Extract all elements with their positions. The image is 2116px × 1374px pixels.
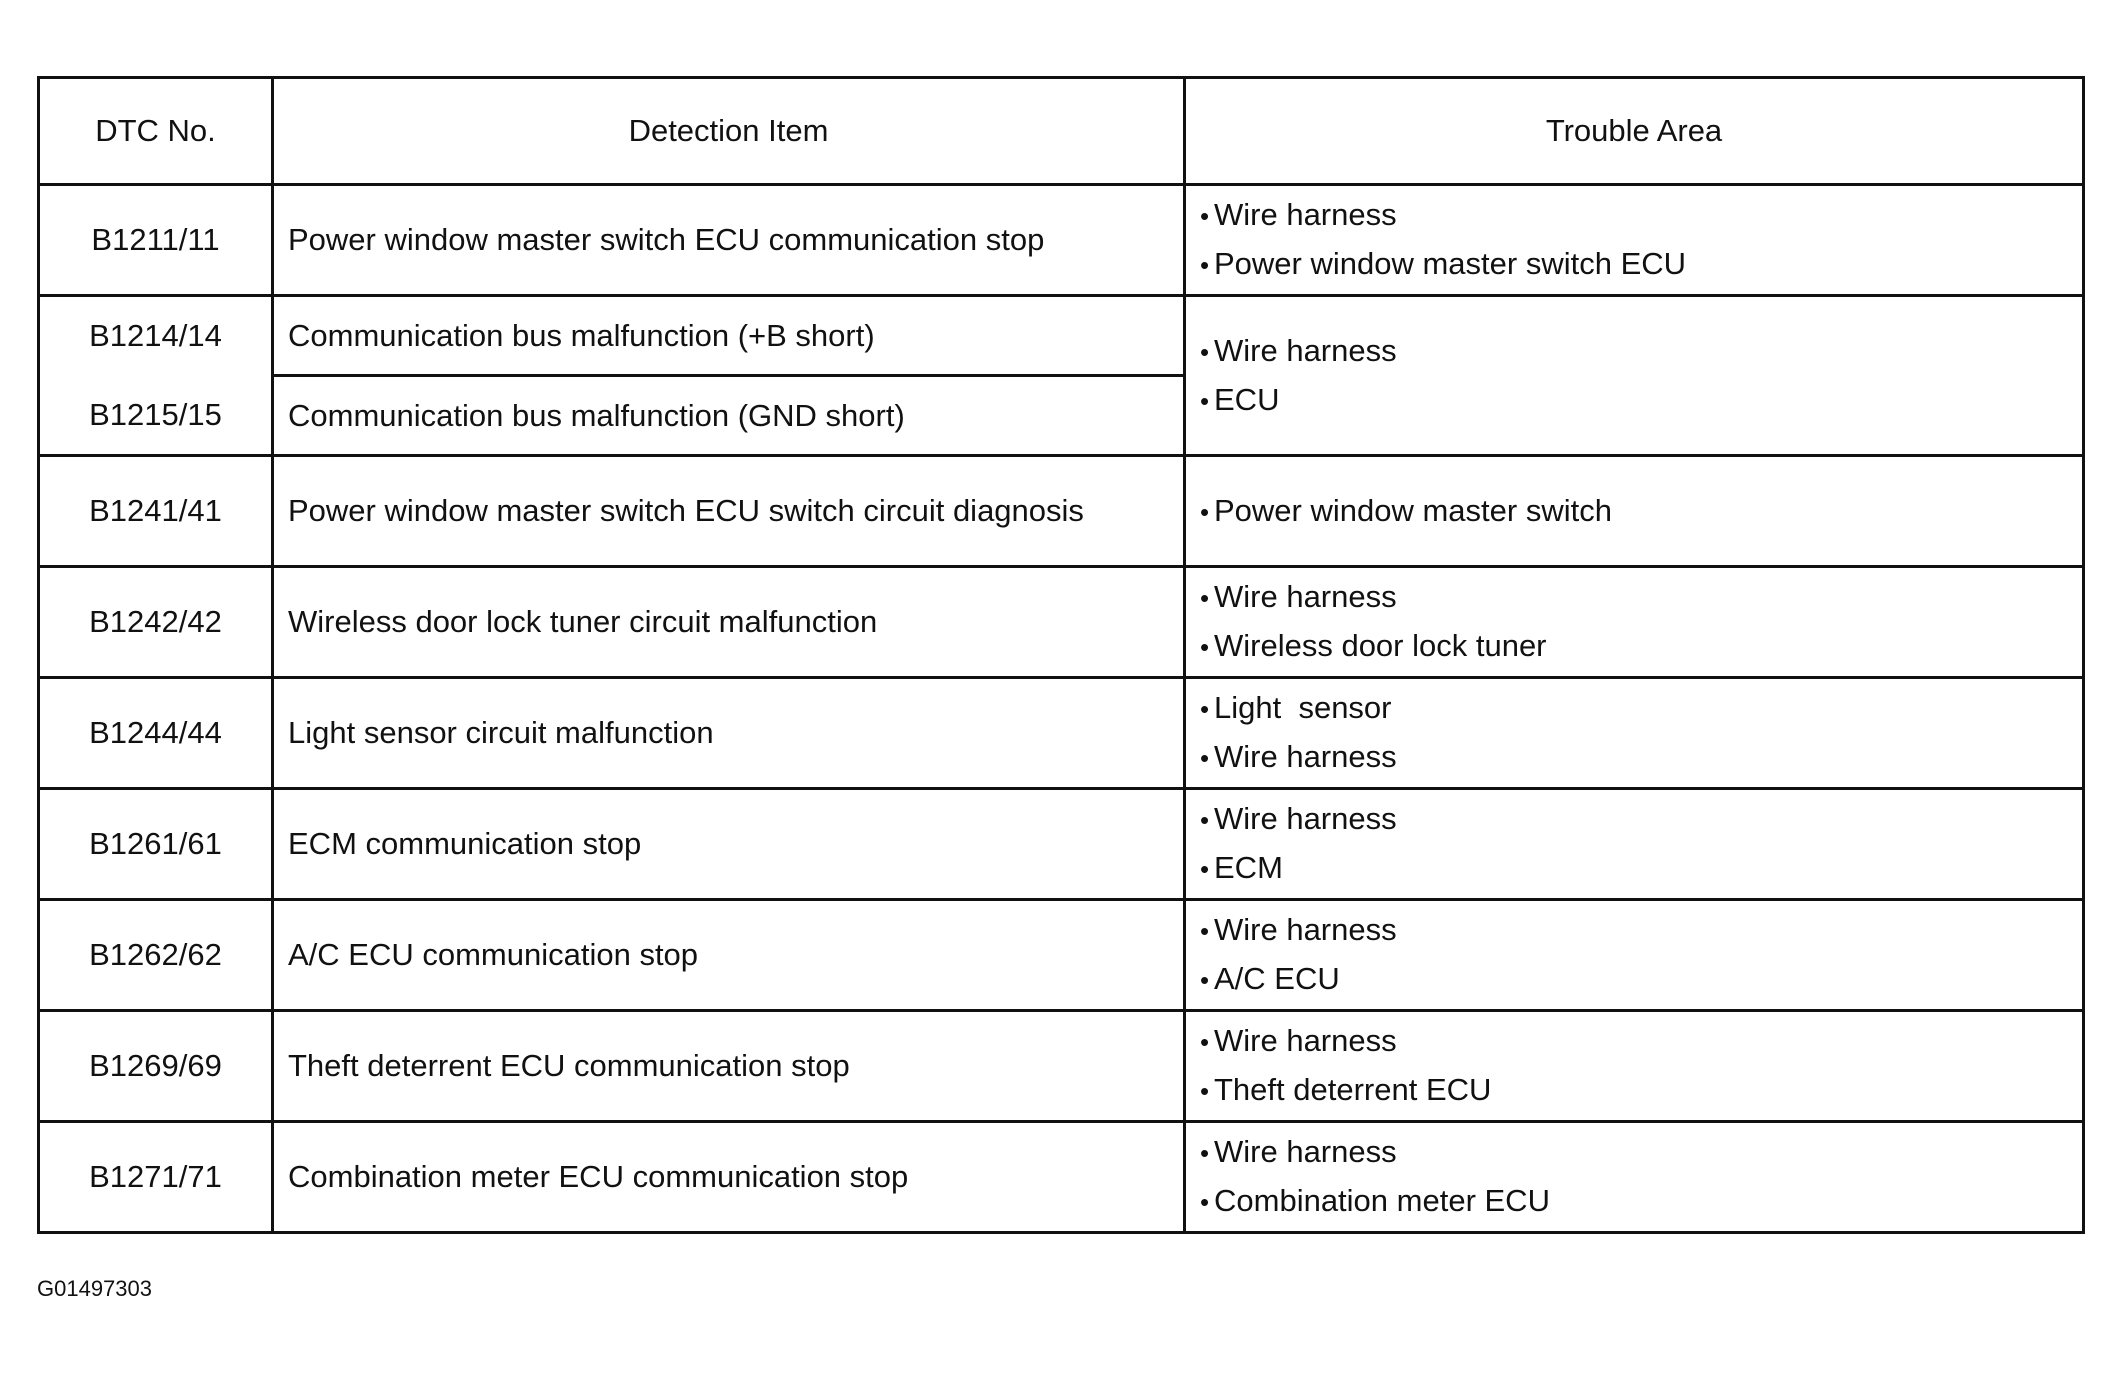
bullet-icon: • bbox=[1200, 385, 1210, 416]
dtc-code: B1211/11 bbox=[39, 185, 273, 296]
dtc-code: B1214/14 bbox=[39, 296, 273, 376]
detection-item: Wireless door lock tuner circuit malfunction bbox=[273, 567, 1185, 678]
header-row bbox=[39, 78, 2084, 185]
bullet-icon: • bbox=[1200, 743, 1210, 773]
trouble-area-item: • Wire harness bbox=[1200, 1128, 2082, 1177]
trouble-area bbox=[1185, 1011, 2084, 1122]
dtc-code: B1242/42 bbox=[39, 567, 273, 678]
detection-item: ECM communication stop bbox=[273, 789, 1185, 900]
trouble-area-item: • Wire harness bbox=[1200, 1017, 2082, 1066]
dtc-code: B1241/41 bbox=[39, 456, 273, 567]
trouble-area-item: • Combination meter ECU bbox=[1200, 1177, 2082, 1226]
detection-item: Light sensor circuit malfunction bbox=[273, 678, 1185, 789]
trouble-area-item: • Power window master switch ECU bbox=[1200, 240, 2082, 289]
bullet-icon: • bbox=[1200, 1027, 1210, 1057]
table-row bbox=[39, 1122, 2084, 1233]
bullet-icon: • bbox=[1200, 805, 1210, 835]
detection-item: Communication bus malfunction (GND short) bbox=[273, 376, 1185, 456]
trouble-area-item: • ECU bbox=[1200, 376, 2082, 425]
bullet-icon: • bbox=[1200, 694, 1210, 724]
table-row bbox=[39, 296, 2084, 376]
bullet-icon: • bbox=[1200, 201, 1210, 231]
dtc-code: B1271/71 bbox=[39, 1122, 273, 1233]
table-row bbox=[39, 567, 2084, 678]
dtc-code: B1244/44 bbox=[39, 678, 273, 789]
trouble-area-item: • Wire harness bbox=[1200, 795, 2082, 844]
detection-item: Power window master switch ECU switch circuit diagnosis bbox=[273, 456, 1185, 567]
trouble-area bbox=[1185, 296, 2084, 456]
bullet-icon: • bbox=[1200, 583, 1210, 613]
trouble-area-item: • Wire harness bbox=[1200, 191, 2082, 240]
trouble-area-item: • Wire harness bbox=[1200, 906, 2082, 955]
detection-item: Theft deterrent ECU communication stop bbox=[273, 1011, 1185, 1122]
table-row bbox=[39, 900, 2084, 1011]
header-dtc-no: DTC No. bbox=[39, 78, 273, 185]
header-trouble-area: Trouble Area bbox=[1185, 78, 2084, 185]
table-row bbox=[39, 456, 2084, 567]
bullet-icon: • bbox=[1200, 1187, 1210, 1217]
trouble-area-item: • Wire harness bbox=[1200, 573, 2082, 622]
detection-item: Combination meter ECU communication stop bbox=[273, 1122, 1185, 1233]
trouble-area bbox=[1185, 567, 2084, 678]
bullet-icon: • bbox=[1200, 1076, 1210, 1106]
bullet-icon: • bbox=[1200, 496, 1210, 527]
dtc-code: B1215/15 bbox=[39, 376, 273, 456]
trouble-area-item: • Theft deterrent ECU bbox=[1200, 1066, 2082, 1115]
trouble-area-item: • Light sensor bbox=[1200, 684, 2082, 733]
trouble-area-item: • ECM bbox=[1200, 844, 2082, 893]
trouble-area-item: • Wireless door lock tuner bbox=[1200, 622, 2082, 671]
bullet-icon: • bbox=[1200, 336, 1210, 367]
trouble-area-item: • A/C ECU bbox=[1200, 955, 2082, 1004]
trouble-area bbox=[1185, 185, 2084, 296]
dtc-table bbox=[37, 76, 2085, 1234]
trouble-area bbox=[1185, 1122, 2084, 1233]
trouble-area-item: • Wire harness bbox=[1200, 733, 2082, 782]
detection-item: Communication bus malfunction (+B short) bbox=[273, 296, 1185, 376]
trouble-area bbox=[1185, 678, 2084, 789]
trouble-area bbox=[1185, 789, 2084, 900]
table-row bbox=[39, 789, 2084, 900]
dtc-code: B1269/69 bbox=[39, 1011, 273, 1122]
bullet-icon: • bbox=[1200, 965, 1210, 995]
bullet-icon: • bbox=[1200, 632, 1210, 662]
figure-id: G01497303 bbox=[37, 1276, 152, 1301]
detection-item: Power window master switch ECU communication stop bbox=[273, 185, 1185, 296]
trouble-area-item: • Wire harness bbox=[1200, 327, 2082, 376]
table-row bbox=[39, 1011, 2084, 1122]
trouble-area-item: • Power window master switch bbox=[1200, 487, 2082, 536]
bullet-icon: • bbox=[1200, 854, 1210, 884]
bullet-icon: • bbox=[1200, 916, 1210, 946]
trouble-area bbox=[1185, 900, 2084, 1011]
bullet-icon: • bbox=[1200, 250, 1210, 280]
trouble-area bbox=[1185, 456, 2084, 567]
detection-item: A/C ECU communication stop bbox=[273, 900, 1185, 1011]
dtc-code: B1261/61 bbox=[39, 789, 273, 900]
table-row bbox=[39, 678, 2084, 789]
table-row bbox=[39, 185, 2084, 296]
dtc-code: B1262/62 bbox=[39, 900, 273, 1011]
bullet-icon: • bbox=[1200, 1138, 1210, 1168]
header-detection-item: Detection Item bbox=[273, 78, 1185, 185]
